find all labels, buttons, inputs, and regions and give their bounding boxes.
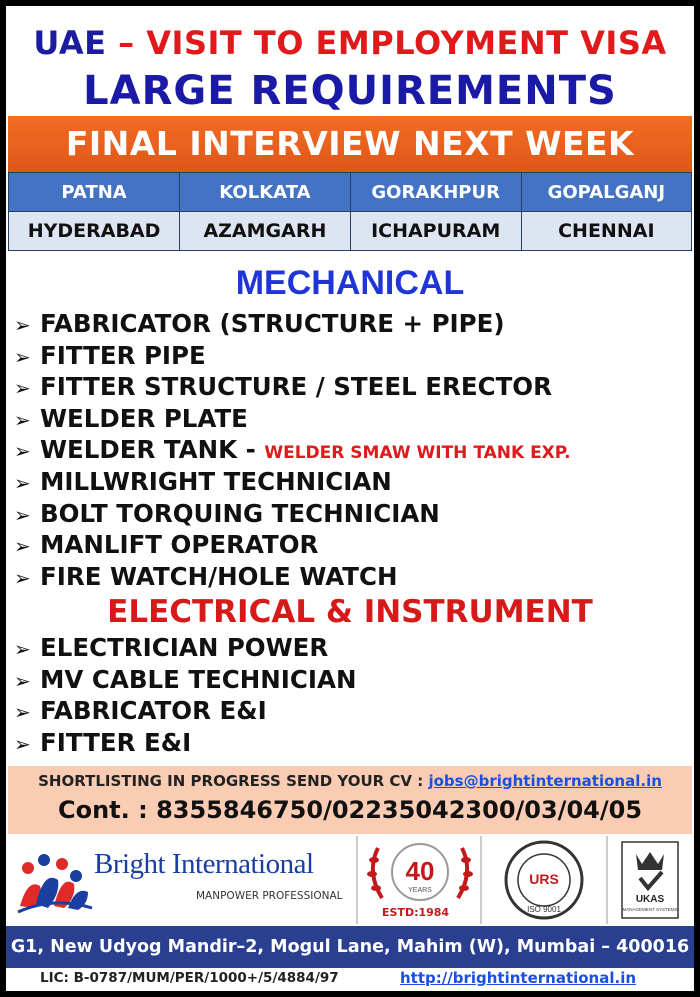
headline-visa: VISIT TO EMPLOYMENT VISA bbox=[146, 24, 667, 62]
anniversary-badge bbox=[360, 836, 482, 924]
estd-label: ESTD:1984 bbox=[382, 906, 450, 919]
city-cell: PATNA bbox=[9, 173, 180, 212]
bullet-icon: ➢ bbox=[14, 344, 31, 369]
city-table bbox=[8, 172, 692, 251]
list-item bbox=[14, 561, 571, 593]
mechanical-heading: MECHANICAL bbox=[235, 264, 465, 302]
anniversary-years: YEARS bbox=[408, 887, 432, 894]
logo-strip bbox=[8, 836, 692, 924]
list-item bbox=[14, 340, 571, 372]
website-link[interactable]: http://brightinternational.in bbox=[400, 969, 637, 987]
headline-dash: – bbox=[118, 24, 135, 62]
bullet-icon: ➢ bbox=[14, 313, 31, 337]
bullet-icon: ➢ bbox=[14, 439, 31, 464]
laurel-icon bbox=[360, 836, 480, 908]
ukas-crown-icon bbox=[608, 836, 692, 924]
list-item bbox=[14, 466, 571, 498]
city-cell: GORAKHPUR bbox=[350, 173, 521, 212]
list-item bbox=[14, 664, 356, 696]
urs-badge bbox=[482, 836, 608, 924]
bullet-icon: ➢ bbox=[14, 565, 31, 590]
bullet-icon: ➢ bbox=[14, 470, 31, 495]
mechanical-list bbox=[14, 308, 571, 592]
job-title: WELDER TANK - bbox=[40, 435, 256, 465]
job-title: FITTER STRUCTURE / STEEL ERECTOR bbox=[40, 372, 552, 402]
ukas-badge bbox=[608, 836, 692, 924]
headline bbox=[6, 24, 694, 62]
job-title: WELDER PLATE bbox=[40, 403, 248, 433]
bullet-icon: ➢ bbox=[14, 534, 31, 559]
cv-text: SHORTLISTING IN PROGRESS SEND YOUR CV : bbox=[38, 772, 424, 790]
job-title: ELECTRICIAN POWER bbox=[40, 633, 329, 662]
job-title: MV CABLE TECHNICIAN bbox=[40, 664, 357, 694]
bullet-icon: ➢ bbox=[14, 731, 31, 756]
job-title: BOLT TORQUING TECHNICIAN bbox=[40, 498, 440, 528]
anniversary-number: 40 bbox=[405, 856, 435, 886]
email-link[interactable]: jobs@brightinternational.in bbox=[428, 772, 662, 790]
tank-note: WELDER SMAW WITH TANK EXP. bbox=[264, 443, 571, 464]
electrical-heading: ELECTRICAL & INSTRUMENT bbox=[107, 594, 593, 630]
city-row bbox=[9, 173, 692, 212]
job-title: FABRICATOR E&I bbox=[40, 696, 267, 726]
footer bbox=[6, 968, 694, 991]
list-item bbox=[14, 727, 356, 759]
company-name: Bright International bbox=[94, 848, 314, 880]
bullet-icon: ➢ bbox=[14, 502, 31, 527]
job-title: FIRE WATCH/HOLE WATCH bbox=[40, 561, 398, 591]
city-row bbox=[9, 212, 692, 251]
job-title: MILLWRIGHT TECHNICIAN bbox=[40, 466, 392, 496]
contact-numbers: Cont. : 8355846750/02235042300/03/04/05 bbox=[57, 796, 643, 824]
bullet-icon: ➢ bbox=[14, 700, 31, 725]
iso-text: ISO 9001 bbox=[527, 905, 561, 914]
list-item bbox=[14, 403, 571, 435]
bullet-icon: ➢ bbox=[14, 376, 31, 401]
list-item bbox=[14, 434, 571, 466]
list-item bbox=[14, 529, 571, 561]
ukas-sub-text: MANAGEMENT SYSTEMS bbox=[622, 907, 678, 912]
list-item bbox=[14, 632, 356, 664]
ukas-text: UKAS bbox=[635, 894, 665, 905]
city-cell: AZAMGARH bbox=[180, 212, 351, 251]
people-icon bbox=[14, 846, 94, 916]
electrical-list bbox=[14, 632, 356, 758]
urs-seal-icon bbox=[482, 836, 606, 924]
city-cell: KOLKATA bbox=[180, 173, 351, 212]
city-cell: ICHAPURAM bbox=[350, 212, 521, 251]
urs-text: URS bbox=[529, 871, 559, 887]
address-bar: G1, New Udyog Mandir–2, Mogul Lane, Mahim (W), Mumbai – 400016 bbox=[6, 926, 694, 968]
headline-country: UAE bbox=[33, 24, 107, 62]
subheadline: LARGE REQUIREMENTS bbox=[83, 68, 617, 114]
city-cell: GOPALGANJ bbox=[521, 173, 691, 212]
job-title: FITTER PIPE bbox=[40, 340, 206, 370]
bullet-icon: ➢ bbox=[14, 407, 31, 432]
list-item bbox=[14, 308, 571, 340]
cv-line bbox=[8, 772, 692, 790]
job-title: FITTER E&I bbox=[40, 727, 192, 757]
job-title: MANLIFT OPERATOR bbox=[40, 530, 319, 560]
company-logo bbox=[8, 836, 358, 924]
license-number: LIC: B-0787/MUM/PER/1000+/5/4884/97 bbox=[40, 970, 339, 986]
job-poster bbox=[6, 6, 694, 991]
company-tagline: MANPOWER PROFESSIONAL bbox=[196, 890, 343, 902]
job-title: FABRICATOR (STRUCTURE + PIPE) bbox=[40, 309, 505, 338]
list-item bbox=[14, 371, 571, 403]
city-cell: CHENNAI bbox=[521, 212, 691, 251]
list-item bbox=[14, 498, 571, 530]
city-cell: HYDERABAD bbox=[9, 212, 180, 251]
interview-banner: FINAL INTERVIEW NEXT WEEK bbox=[8, 116, 692, 172]
cv-box bbox=[8, 766, 692, 834]
bullet-icon: ➢ bbox=[14, 668, 31, 693]
bullet-icon: ➢ bbox=[14, 637, 31, 661]
list-item bbox=[14, 695, 356, 727]
